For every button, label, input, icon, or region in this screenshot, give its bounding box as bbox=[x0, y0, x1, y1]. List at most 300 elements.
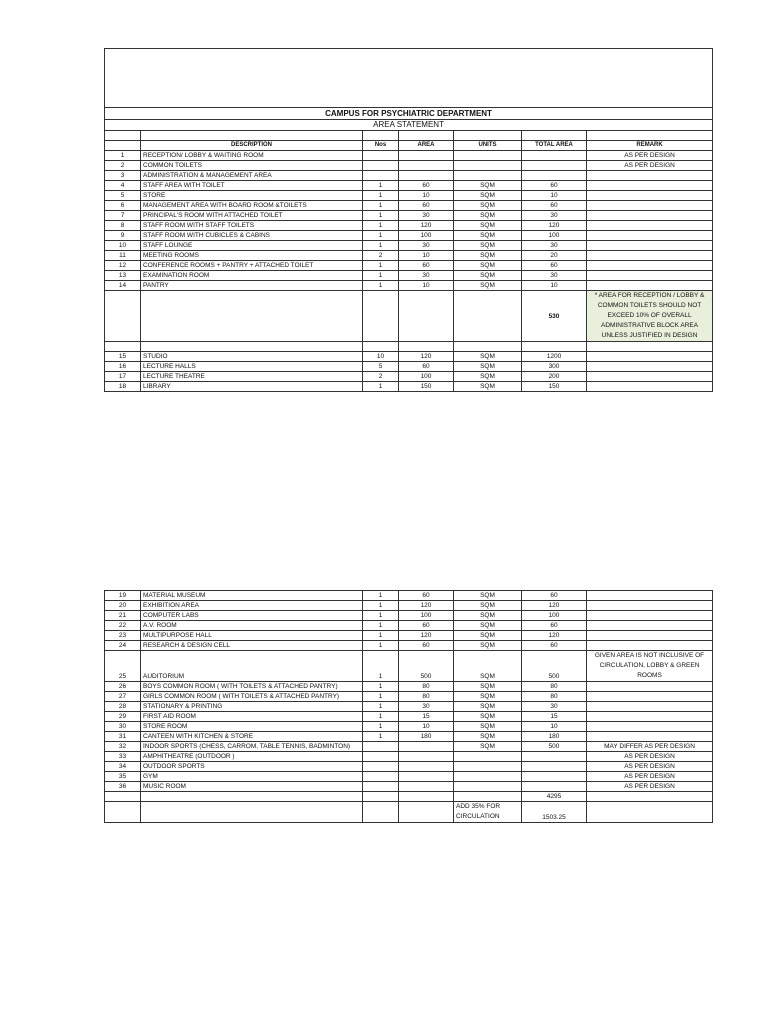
row-total-area: 60 bbox=[522, 641, 587, 651]
header-units: UNITS bbox=[454, 141, 522, 151]
row-remark bbox=[587, 362, 713, 372]
row-area: 120 bbox=[399, 352, 454, 362]
row-number: 30 bbox=[105, 722, 141, 732]
row-units: SQM bbox=[454, 641, 522, 651]
row-nos: 1 bbox=[363, 221, 399, 231]
row-nos: 1 bbox=[363, 682, 399, 692]
row-nos: 1 bbox=[363, 382, 399, 392]
row-area bbox=[399, 772, 454, 782]
row-desc: AUDITORIUM bbox=[141, 651, 363, 682]
row-units: SQM bbox=[454, 211, 522, 221]
row-nos: 1 bbox=[363, 621, 399, 631]
row-nos bbox=[363, 742, 399, 752]
row-description: GYM bbox=[141, 772, 363, 782]
table-row bbox=[105, 181, 713, 191]
table-row bbox=[105, 692, 713, 702]
row-number: 23 bbox=[105, 631, 141, 641]
row-area bbox=[399, 752, 454, 762]
row-units: SQM bbox=[454, 712, 522, 722]
row-total-area: 60 bbox=[522, 621, 587, 631]
table-row bbox=[105, 362, 713, 372]
row-description: A.V. ROOM bbox=[141, 621, 363, 631]
row-area: 120 bbox=[399, 601, 454, 611]
row-area: 60 bbox=[399, 181, 454, 191]
row-total-area: 60 bbox=[522, 591, 587, 601]
circulation-label: ADD 35% FOR CIRCULATION bbox=[454, 802, 522, 823]
row-units: SQM bbox=[454, 201, 522, 211]
table-row bbox=[105, 201, 713, 211]
row-remark bbox=[587, 702, 713, 712]
row-description: LECTURE HALLS bbox=[141, 362, 363, 372]
row-remark bbox=[587, 281, 713, 291]
row-number: 20 bbox=[105, 601, 141, 611]
row-units: SQM bbox=[454, 261, 522, 271]
row-number: 10 bbox=[105, 241, 141, 251]
row-area: 120 bbox=[399, 221, 454, 231]
row-nos: 1 bbox=[363, 611, 399, 621]
row-area bbox=[399, 742, 454, 752]
column-header-row bbox=[105, 141, 713, 151]
row-area: 120 bbox=[399, 631, 454, 641]
row-remark bbox=[587, 641, 713, 651]
row-total-area: 80 bbox=[522, 682, 587, 692]
row-description: STORE bbox=[141, 191, 363, 201]
row-remark bbox=[587, 201, 713, 211]
row-description: STAFF AREA WITH TOILET bbox=[141, 181, 363, 191]
row-total-area: 10 bbox=[522, 722, 587, 732]
row-remark bbox=[587, 231, 713, 241]
row-nos: 1 bbox=[363, 702, 399, 712]
table-row bbox=[105, 281, 713, 291]
row-remark: AS PER DESIGN bbox=[587, 762, 713, 772]
table2-body bbox=[105, 591, 713, 823]
table-row bbox=[105, 591, 713, 601]
row-description: EXAMINATION ROOM bbox=[141, 271, 363, 281]
table-row bbox=[105, 682, 713, 692]
table-row bbox=[105, 271, 713, 281]
row-number: 12 bbox=[105, 261, 141, 271]
row-description: STORE ROOM bbox=[141, 722, 363, 732]
row-total-area: 30 bbox=[522, 241, 587, 251]
row-total: 500 bbox=[522, 651, 587, 682]
row-total-area: 30 bbox=[522, 211, 587, 221]
row-remark: AS PER DESIGN bbox=[587, 782, 713, 792]
row-remark bbox=[587, 352, 713, 362]
header-area: AREA bbox=[399, 141, 454, 151]
row-number: 22 bbox=[105, 621, 141, 631]
row-units: SQM bbox=[454, 682, 522, 692]
row-total-area bbox=[522, 772, 587, 782]
row-area: 500 bbox=[399, 651, 454, 682]
row-number: 19 bbox=[105, 591, 141, 601]
row-description: MUSIC ROOM bbox=[141, 782, 363, 792]
table-row bbox=[105, 251, 713, 261]
row-area: 100 bbox=[399, 231, 454, 241]
blank-row bbox=[105, 342, 713, 352]
row-total-area: 60 bbox=[522, 261, 587, 271]
row-nos: 1 bbox=[363, 271, 399, 281]
row-total-area: 100 bbox=[522, 231, 587, 241]
row-remark bbox=[587, 682, 713, 692]
row-total-area: 120 bbox=[522, 221, 587, 231]
table-row bbox=[105, 722, 713, 732]
row-area: 10 bbox=[399, 191, 454, 201]
row-units: SQM bbox=[454, 231, 522, 241]
spacer-row bbox=[105, 131, 713, 141]
row-description: STAFF LOUNGE bbox=[141, 241, 363, 251]
row-remark bbox=[587, 621, 713, 631]
row-units: SQM bbox=[454, 591, 522, 601]
row-number: 35 bbox=[105, 772, 141, 782]
header-description: DESCRIPTION bbox=[141, 141, 363, 151]
row-area: 80 bbox=[399, 682, 454, 692]
row-area: 30 bbox=[399, 702, 454, 712]
row-total-area: 20 bbox=[522, 251, 587, 261]
row-total-area: 300 bbox=[522, 362, 587, 372]
row-units: SQM bbox=[454, 722, 522, 732]
row-total-area: 15 bbox=[522, 712, 587, 722]
row-units bbox=[454, 762, 522, 772]
row-total-area: 500 bbox=[522, 742, 587, 752]
table-row bbox=[105, 601, 713, 611]
row-number: 11 bbox=[105, 251, 141, 261]
row-area: 150 bbox=[399, 382, 454, 392]
row-description: AMPHITHEATRE (OUTDOOR ) bbox=[141, 752, 363, 762]
row-number: 4 bbox=[105, 181, 141, 191]
row-remark bbox=[587, 712, 713, 722]
row-remark bbox=[587, 382, 713, 392]
row-remark bbox=[587, 221, 713, 231]
subtitle-row bbox=[105, 120, 713, 131]
header-total-area: TOTAL AREA bbox=[522, 141, 587, 151]
row-area bbox=[399, 151, 454, 161]
row-nos: 1 bbox=[363, 201, 399, 211]
subtotal-row bbox=[105, 291, 713, 342]
row-total-area: 60 bbox=[522, 201, 587, 211]
row-description: EXHIBITION AREA bbox=[141, 601, 363, 611]
row-number: 14 bbox=[105, 281, 141, 291]
row-remark bbox=[587, 251, 713, 261]
row-units: SQM bbox=[454, 372, 522, 382]
row-number: 36 bbox=[105, 782, 141, 792]
table-row bbox=[105, 221, 713, 231]
row-nos bbox=[363, 782, 399, 792]
row-units: SQM bbox=[454, 271, 522, 281]
row-remark: AS PER DESIGN bbox=[587, 752, 713, 762]
row-nos: 1 bbox=[363, 601, 399, 611]
row-description: BOYS COMMON ROOM ( WITH TOILETS & ATTACHED PANTRY) bbox=[141, 682, 363, 692]
row-remark bbox=[587, 692, 713, 702]
row-remark bbox=[587, 732, 713, 742]
row-number: 26 bbox=[105, 682, 141, 692]
row-number: 1 bbox=[105, 151, 141, 161]
area-statement-table-part2 bbox=[104, 590, 713, 823]
row-description: OUTDOOR SPORTS bbox=[141, 762, 363, 772]
table-row bbox=[105, 261, 713, 271]
row-area: 100 bbox=[399, 372, 454, 382]
row-remark bbox=[587, 601, 713, 611]
row-nos: 2 bbox=[363, 372, 399, 382]
table-row bbox=[105, 241, 713, 251]
table-row bbox=[105, 641, 713, 651]
row-remark bbox=[587, 722, 713, 732]
table-row bbox=[105, 382, 713, 392]
row-description: FIRST AID ROOM bbox=[141, 712, 363, 722]
row-units bbox=[454, 161, 522, 171]
row-number: 33 bbox=[105, 752, 141, 762]
row-nos bbox=[363, 161, 399, 171]
row-description: GIRLS COMMON ROOM ( WITH TOILETS & ATTACHED PANTRY) bbox=[141, 692, 363, 702]
row-nos: 1 bbox=[363, 261, 399, 271]
table-row bbox=[105, 752, 713, 762]
row-description: MULTIPURPOSE HALL bbox=[141, 631, 363, 641]
circulation-value: 1503.25 bbox=[522, 802, 587, 823]
auditorium-remark: GIVEN AREA IS NOT INCLUSIVE OF CIRCULATION, LOBBY & GREEN ROOMS bbox=[587, 651, 713, 682]
row-nos: 1 bbox=[363, 692, 399, 702]
row-number: 7 bbox=[105, 211, 141, 221]
row-units: SQM bbox=[454, 181, 522, 191]
row-number: 17 bbox=[105, 372, 141, 382]
row-units bbox=[454, 171, 522, 181]
row-remark bbox=[587, 591, 713, 601]
blank-header-area bbox=[105, 49, 713, 108]
row-description: RECEPTION/ LOBBY & WAITING ROOM bbox=[141, 151, 363, 161]
row-number: 15 bbox=[105, 352, 141, 362]
row-area: 60 bbox=[399, 362, 454, 372]
row-units: SQM bbox=[454, 221, 522, 231]
row-number: 31 bbox=[105, 732, 141, 742]
table1-body bbox=[105, 49, 713, 392]
row-number: 13 bbox=[105, 271, 141, 281]
row-description: STAFF ROOM WITH CUBICLES & CABINS bbox=[141, 231, 363, 241]
row-area: 30 bbox=[399, 241, 454, 251]
row-description: MANAGEMENT AREA WITH BOARD ROOM &TOILETS bbox=[141, 201, 363, 211]
row-description: MEETING ROOMS bbox=[141, 251, 363, 261]
design-note: * AREA FOR RECEPTION / LOBBY & COMMON TOILETS SHOULD NOT EXCEED 10% OF OVERALL ADMINISTRATIVE BLOCK AREA UNLESS JUSTIFIED IN DESIGN bbox=[587, 291, 713, 342]
row-units bbox=[454, 772, 522, 782]
row-units: SQM bbox=[454, 732, 522, 742]
row-total-area: 30 bbox=[522, 702, 587, 712]
row-units: SQM bbox=[454, 362, 522, 372]
row-description: STUDIO bbox=[141, 352, 363, 362]
area-statement-table-part1 bbox=[104, 48, 713, 392]
row-number: 27 bbox=[105, 692, 141, 702]
row-total-area: 10 bbox=[522, 281, 587, 291]
table-row bbox=[105, 732, 713, 742]
sheet-title: CAMPUS FOR PSYCHIATRIC DEPARTMENT bbox=[105, 108, 713, 120]
row-total-area: 100 bbox=[522, 611, 587, 621]
table-row bbox=[105, 762, 713, 772]
row-remark bbox=[587, 211, 713, 221]
row-number: 24 bbox=[105, 641, 141, 651]
row-units: SQM bbox=[454, 621, 522, 631]
table-row bbox=[105, 372, 713, 382]
row-nos bbox=[363, 772, 399, 782]
title-row bbox=[105, 108, 713, 120]
row-description: PANTRY bbox=[141, 281, 363, 291]
row-area: 100 bbox=[399, 611, 454, 621]
row-remark bbox=[587, 261, 713, 271]
grand-total-value: 4295 bbox=[522, 792, 587, 802]
row-area: 60 bbox=[399, 201, 454, 211]
row-remark bbox=[587, 372, 713, 382]
row-remark bbox=[587, 241, 713, 251]
row-remark: AS PER DESIGN bbox=[587, 772, 713, 782]
row-nos: 1 bbox=[363, 241, 399, 251]
table-row bbox=[105, 211, 713, 221]
table-row bbox=[105, 742, 713, 752]
row-units: SQM bbox=[454, 742, 522, 752]
row-remark bbox=[587, 271, 713, 281]
row-total-area: 200 bbox=[522, 372, 587, 382]
header-remark: REMARK bbox=[587, 141, 713, 151]
row-nos: 2 bbox=[363, 251, 399, 261]
subtotal-value: 530 bbox=[522, 291, 587, 342]
circulation-row bbox=[105, 802, 713, 823]
row-units: SQM bbox=[454, 191, 522, 201]
row-description: LIBRARY bbox=[141, 382, 363, 392]
row-nos: 1 bbox=[363, 712, 399, 722]
table-row bbox=[105, 171, 713, 181]
row-total-area: 60 bbox=[522, 181, 587, 191]
row-number: 8 bbox=[105, 221, 141, 231]
row-nos: 1 bbox=[363, 722, 399, 732]
table-row bbox=[105, 151, 713, 161]
row-units: SQM bbox=[454, 241, 522, 251]
row-units: SQM bbox=[454, 692, 522, 702]
table-row bbox=[105, 712, 713, 722]
row-area bbox=[399, 762, 454, 772]
row-remark bbox=[587, 181, 713, 191]
header-nos: Nos bbox=[363, 141, 399, 151]
row-total-area bbox=[522, 762, 587, 772]
row-total-area: 80 bbox=[522, 692, 587, 702]
row-area: 10 bbox=[399, 722, 454, 732]
row-nos: 1 bbox=[363, 231, 399, 241]
row-area: 80 bbox=[399, 692, 454, 702]
row-area: 10 bbox=[399, 281, 454, 291]
row-description: INDOOR SPORTS (CHESS, CARROM, TABLE TENNIS, BADMINTON) bbox=[141, 742, 363, 752]
row-units: SQM bbox=[454, 651, 522, 682]
table-row-auditorium bbox=[105, 651, 713, 682]
row-description: COMPUTER LABS bbox=[141, 611, 363, 621]
table-row bbox=[105, 231, 713, 241]
row-area bbox=[399, 161, 454, 171]
row-number: 5 bbox=[105, 191, 141, 201]
row-nos: 1 bbox=[363, 631, 399, 641]
row-total-area: 180 bbox=[522, 732, 587, 742]
row-nos: 1 bbox=[363, 591, 399, 601]
row-area bbox=[399, 782, 454, 792]
row-no: 25 bbox=[105, 651, 141, 682]
row-remark bbox=[587, 611, 713, 621]
row-remark: MAY DIFFER AS PER DESIGN bbox=[587, 742, 713, 752]
row-total-area bbox=[522, 752, 587, 762]
row-total-area: 120 bbox=[522, 631, 587, 641]
row-number: 32 bbox=[105, 742, 141, 752]
table-row bbox=[105, 702, 713, 712]
row-units: SQM bbox=[454, 352, 522, 362]
row-number: 3 bbox=[105, 171, 141, 181]
row-units bbox=[454, 151, 522, 161]
row-nos: 1 bbox=[363, 181, 399, 191]
row-total-area bbox=[522, 171, 587, 181]
row-total-area: 150 bbox=[522, 382, 587, 392]
row-description: PRINCIPAL'S ROOM WITH ATTACHED TOILET bbox=[141, 211, 363, 221]
row-units bbox=[454, 752, 522, 762]
row-total-area bbox=[522, 782, 587, 792]
row-nos: 1 bbox=[363, 211, 399, 221]
row-number: 2 bbox=[105, 161, 141, 171]
row-description: MATERIAL MUSEUM bbox=[141, 591, 363, 601]
row-units: SQM bbox=[454, 251, 522, 261]
row-nos: 1 bbox=[363, 641, 399, 651]
row-total-area: 1200 bbox=[522, 352, 587, 362]
table-row bbox=[105, 782, 713, 792]
row-remark bbox=[587, 171, 713, 181]
row-total-area bbox=[522, 151, 587, 161]
row-area: 15 bbox=[399, 712, 454, 722]
row-nos bbox=[363, 171, 399, 181]
row-units: SQM bbox=[454, 281, 522, 291]
row-nos: 1 bbox=[363, 732, 399, 742]
row-remark bbox=[587, 631, 713, 641]
row-number: 21 bbox=[105, 611, 141, 621]
row-number: 6 bbox=[105, 201, 141, 211]
grand-total-row bbox=[105, 792, 713, 802]
sheet-subtitle: AREA STATEMENT bbox=[105, 120, 713, 131]
row-area bbox=[399, 171, 454, 181]
row-units: SQM bbox=[454, 382, 522, 392]
row-units bbox=[454, 782, 522, 792]
row-description: STAFF ROOM WITH STAFF TOILETS bbox=[141, 221, 363, 231]
table-row bbox=[105, 631, 713, 641]
row-description: LECTURE THEATRE bbox=[141, 372, 363, 382]
table-row bbox=[105, 611, 713, 621]
row-description: CANTEEN WITH KITCHEN & STORE bbox=[141, 732, 363, 742]
row-nos bbox=[363, 752, 399, 762]
row-area: 10 bbox=[399, 251, 454, 261]
row-total-area: 10 bbox=[522, 191, 587, 201]
row-nos: 1 bbox=[363, 191, 399, 201]
row-nos bbox=[363, 762, 399, 772]
row-number: 29 bbox=[105, 712, 141, 722]
row-total-area: 120 bbox=[522, 601, 587, 611]
row-total-area: 30 bbox=[522, 271, 587, 281]
row-remark: AS PER DESIGN bbox=[587, 161, 713, 171]
row-area: 30 bbox=[399, 211, 454, 221]
row-number: 34 bbox=[105, 762, 141, 772]
row-number: 9 bbox=[105, 231, 141, 241]
row-remark bbox=[587, 191, 713, 201]
row-units: SQM bbox=[454, 702, 522, 712]
row-description: STATIONARY & PRINTING bbox=[141, 702, 363, 712]
row-description: CONFERENCE ROOMS + PANTRY + ATTACHED TOILET bbox=[141, 261, 363, 271]
row-nos: 10 bbox=[363, 352, 399, 362]
row-nos: 5 bbox=[363, 362, 399, 372]
row-description: COMMON TOILETS bbox=[141, 161, 363, 171]
row-number: 16 bbox=[105, 362, 141, 372]
row-area: 60 bbox=[399, 641, 454, 651]
row-units: SQM bbox=[454, 611, 522, 621]
row-nos: 1 bbox=[363, 281, 399, 291]
row-description: ADMINISTRATION & MANAGEMENT AREA bbox=[141, 171, 363, 181]
row-units: SQM bbox=[454, 601, 522, 611]
row-nos: 1 bbox=[363, 651, 399, 682]
row-area: 60 bbox=[399, 261, 454, 271]
row-total-area bbox=[522, 161, 587, 171]
row-remark: AS PER DESIGN bbox=[587, 151, 713, 161]
